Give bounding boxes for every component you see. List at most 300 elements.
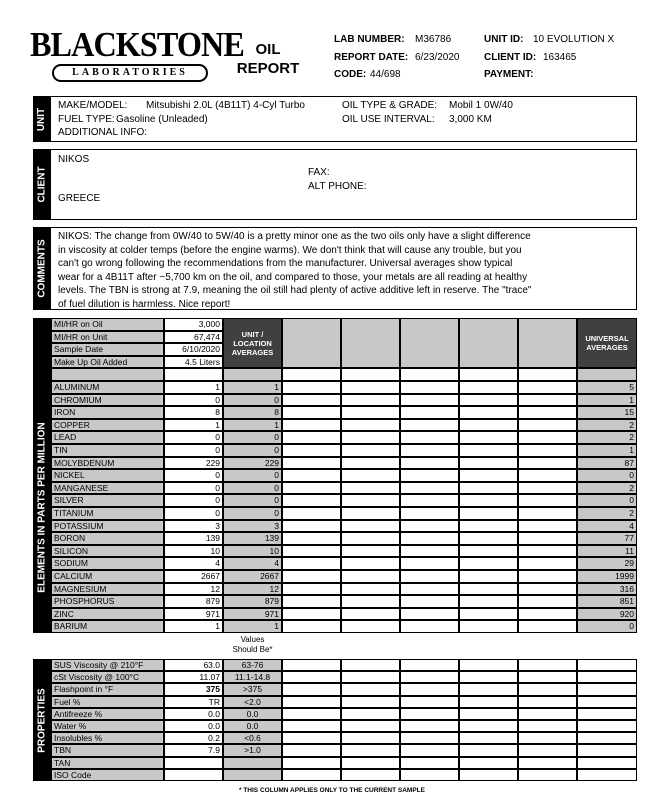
property-should-be: <2.0 — [223, 696, 282, 708]
sample-side-block — [33, 318, 51, 381]
empty-cell — [282, 381, 341, 394]
sample-info-label: MI/HR on Unit — [51, 331, 164, 344]
empty-cell — [459, 507, 518, 520]
empty-cell — [341, 532, 400, 545]
element-value: 0 — [164, 394, 223, 407]
element-value: 139 — [164, 532, 223, 545]
empty-cell — [459, 595, 518, 608]
spacer-cell — [51, 368, 164, 381]
property-name: Water % — [51, 720, 164, 732]
empty-cell — [518, 419, 577, 432]
should-be-header: Values Should Be* — [232, 635, 273, 654]
empty-cell — [400, 381, 459, 394]
element-universal-average: 0 — [577, 620, 637, 633]
element-value: 229 — [164, 457, 223, 470]
empty-cell — [459, 683, 518, 695]
element-value: 879 — [164, 595, 223, 608]
empty-cell — [518, 659, 577, 671]
comments-text — [58, 230, 531, 311]
empty-cell — [577, 769, 637, 781]
empty-cell — [459, 608, 518, 621]
empty-cell — [459, 720, 518, 732]
empty-cell — [400, 671, 459, 683]
empty-cell — [400, 394, 459, 407]
empty-cell — [400, 720, 459, 732]
element-value: 2667 — [164, 570, 223, 583]
element-value: 10 — [164, 545, 223, 558]
empty-cell — [341, 595, 400, 608]
element-universal-average: 851 — [577, 595, 637, 608]
empty-cell — [518, 545, 577, 558]
empty-cell — [400, 708, 459, 720]
empty-cell — [518, 406, 577, 419]
property-name: cSt Viscosity @ 100°C — [51, 671, 164, 683]
property-should-be: >1.0 — [223, 744, 282, 756]
empty-cell — [282, 557, 341, 570]
empty-cell — [459, 557, 518, 570]
empty-cell — [341, 394, 400, 407]
element-unit-average: 879 — [223, 595, 282, 608]
empty-cell — [459, 381, 518, 394]
element-value: 12 — [164, 583, 223, 596]
empty-cell — [518, 683, 577, 695]
element-unit-average: 4 — [223, 557, 282, 570]
empty-cell — [459, 394, 518, 407]
empty-cell — [459, 532, 518, 545]
element-unit-average: 0 — [223, 394, 282, 407]
empty-cell — [400, 444, 459, 457]
empty-cell — [518, 469, 577, 482]
element-universal-average: 2 — [577, 431, 637, 444]
oil-type-label: OIL TYPE & GRADE: — [342, 100, 438, 111]
property-name: Flashpoint in °F — [51, 683, 164, 695]
empty-header-cell — [459, 318, 518, 368]
empty-header-cell — [400, 318, 459, 368]
empty-cell — [282, 696, 341, 708]
empty-cell — [341, 457, 400, 470]
element-value: 0 — [164, 469, 223, 482]
client-side-label: CLIENT — [33, 149, 51, 220]
empty-cell — [341, 557, 400, 570]
empty-cell — [518, 532, 577, 545]
comment-line: can't go wrong following the recommendations from the manufacturer. Universal averages show typical — [58, 258, 513, 269]
element-value: 1 — [164, 620, 223, 633]
empty-header-cell — [282, 318, 341, 368]
property-name: ISO Code — [51, 769, 164, 781]
sample-info-value: 6/10/2020 — [164, 343, 223, 356]
property-name: Insolubles % — [51, 732, 164, 744]
empty-cell — [518, 620, 577, 633]
empty-cell — [282, 444, 341, 457]
property-value: 375 — [164, 683, 223, 695]
empty-cell — [459, 494, 518, 507]
make-value: Mitsubishi 2.0L (4B11T) 4-Cyl Turbo — [146, 100, 305, 111]
property-name: TAN — [51, 757, 164, 769]
element-name: MOLYBDENUM — [51, 457, 164, 470]
element-name: SILVER — [51, 494, 164, 507]
empty-cell — [341, 520, 400, 533]
empty-cell — [341, 720, 400, 732]
empty-cell — [459, 732, 518, 744]
element-name: ZINC — [51, 608, 164, 621]
element-name: LEAD — [51, 431, 164, 444]
empty-cell — [400, 406, 459, 419]
empty-cell — [459, 457, 518, 470]
empty-cell — [341, 431, 400, 444]
element-value: 3 — [164, 520, 223, 533]
blackstone-logo — [30, 25, 244, 88]
element-unit-average: 12 — [223, 583, 282, 596]
property-value — [164, 769, 223, 781]
property-value — [164, 757, 223, 769]
property-should-be: >375 — [223, 683, 282, 695]
property-value: TR — [164, 696, 223, 708]
fax-label: FAX: — [308, 167, 330, 178]
empty-cell — [282, 406, 341, 419]
spacer-cell — [577, 368, 637, 381]
empty-cell — [518, 595, 577, 608]
empty-cell — [459, 444, 518, 457]
element-universal-average: 11 — [577, 545, 637, 558]
empty-cell — [282, 431, 341, 444]
property-value: 63.0 — [164, 659, 223, 671]
element-name: BORON — [51, 532, 164, 545]
element-name: CHROMIUM — [51, 394, 164, 407]
empty-cell — [400, 520, 459, 533]
empty-cell — [459, 431, 518, 444]
property-value: 0.0 — [164, 708, 223, 720]
lab-number-label: LAB NUMBER: — [334, 34, 405, 45]
empty-cell — [282, 659, 341, 671]
element-value: 0 — [164, 494, 223, 507]
element-universal-average: 77 — [577, 532, 637, 545]
element-name: PHOSPHORUS — [51, 595, 164, 608]
empty-cell — [459, 419, 518, 432]
empty-cell — [400, 532, 459, 545]
empty-cell — [282, 683, 341, 695]
empty-cell — [400, 431, 459, 444]
empty-cell — [459, 520, 518, 533]
element-name: TITANIUM — [51, 507, 164, 520]
element-unit-average: 0 — [223, 469, 282, 482]
property-should-be: 0.0 — [223, 720, 282, 732]
spacer-cell — [459, 368, 518, 381]
empty-cell — [459, 406, 518, 419]
comments-side-label: COMMENTS — [33, 227, 51, 310]
empty-cell — [400, 419, 459, 432]
empty-cell — [341, 769, 400, 781]
element-name: COPPER — [51, 419, 164, 432]
empty-cell — [282, 457, 341, 470]
logo-sub: LABORATORIES — [52, 64, 208, 82]
empty-header-cell — [518, 318, 577, 368]
empty-cell — [518, 494, 577, 507]
oil-interval-label: OIL USE INTERVAL: — [342, 114, 435, 125]
report-title: OIL REPORT — [236, 41, 300, 77]
element-name: IRON — [51, 406, 164, 419]
empty-cell — [577, 708, 637, 720]
universal-averages-header: UNIVERSAL AVERAGES — [577, 318, 637, 368]
property-should-be: 0.0 — [223, 708, 282, 720]
property-should-be: 11.1-14.8 — [223, 671, 282, 683]
element-unit-average: 0 — [223, 494, 282, 507]
empty-cell — [341, 482, 400, 495]
empty-cell — [282, 583, 341, 596]
empty-cell — [518, 381, 577, 394]
empty-cell — [341, 419, 400, 432]
empty-cell — [282, 732, 341, 744]
empty-cell — [518, 671, 577, 683]
client-name: NIKOS — [58, 154, 90, 165]
empty-cell — [400, 457, 459, 470]
element-unit-average: 971 — [223, 608, 282, 621]
empty-cell — [577, 671, 637, 683]
element-name: SILICON — [51, 545, 164, 558]
element-name: CALCIUM — [51, 570, 164, 583]
empty-cell — [282, 769, 341, 781]
empty-cell — [400, 545, 459, 558]
empty-cell — [341, 744, 400, 756]
element-universal-average: 0 — [577, 494, 637, 507]
elements-side-label: ELEMENTS IN PARTS PER MILLION — [33, 381, 51, 633]
client-country: GREECE — [58, 193, 101, 204]
element-name: SODIUM — [51, 557, 164, 570]
element-value: 8 — [164, 406, 223, 419]
empty-cell — [459, 659, 518, 671]
element-value: 0 — [164, 431, 223, 444]
empty-cell — [518, 732, 577, 744]
empty-cell — [282, 595, 341, 608]
empty-cell — [518, 570, 577, 583]
empty-cell — [400, 482, 459, 495]
empty-cell — [282, 520, 341, 533]
oil-type-value: Mobil 1 0W/40 — [449, 100, 513, 111]
unit-averages-header: UNIT / LOCATION AVERAGES — [223, 318, 282, 368]
empty-cell — [518, 520, 577, 533]
element-universal-average: 87 — [577, 457, 637, 470]
empty-cell — [400, 608, 459, 621]
empty-cell — [341, 659, 400, 671]
empty-cell — [282, 757, 341, 769]
empty-cell — [518, 744, 577, 756]
oil-interval-value: 3,000 KM — [449, 114, 492, 125]
element-universal-average: 29 — [577, 557, 637, 570]
empty-cell — [518, 394, 577, 407]
property-name: TBN — [51, 744, 164, 756]
element-unit-average: 1 — [223, 381, 282, 394]
element-universal-average: 2 — [577, 507, 637, 520]
client-id-label: CLIENT ID: — [484, 52, 537, 63]
empty-cell — [282, 419, 341, 432]
empty-cell — [459, 583, 518, 596]
empty-cell — [459, 671, 518, 683]
spacer-cell — [164, 368, 223, 381]
element-name: NICKEL — [51, 469, 164, 482]
sample-info-value: 67,474 — [164, 331, 223, 344]
empty-cell — [400, 570, 459, 583]
empty-cell — [577, 732, 637, 744]
additional-info-label: ADDITIONAL INFO: — [58, 127, 148, 138]
element-name: TIN — [51, 444, 164, 457]
comment-line: wear for a 4B11T after ~5,700 km on the oil, and compared to those, your metals are all reading at healthy — [58, 271, 528, 283]
element-universal-average: 5 — [577, 381, 637, 394]
element-unit-average: 2667 — [223, 570, 282, 583]
element-value: 1 — [164, 419, 223, 432]
element-value: 971 — [164, 608, 223, 621]
element-universal-average: 1 — [577, 444, 637, 457]
empty-cell — [518, 696, 577, 708]
empty-cell — [518, 457, 577, 470]
element-value: 1 — [164, 381, 223, 394]
comment-line: levels. The TBN is strong at 7.9, meaning the oil still had plenty of active additive left in reserve. The "trace" — [58, 285, 532, 296]
comment-line: NIKOS: The change from 0W/40 to 5W/40 is a pretty minor one as the two oils only have a slight difference — [58, 231, 531, 242]
empty-cell — [577, 744, 637, 756]
element-value: 4 — [164, 557, 223, 570]
empty-cell — [282, 482, 341, 495]
empty-cell — [282, 507, 341, 520]
empty-cell — [577, 757, 637, 769]
empty-cell — [518, 757, 577, 769]
empty-cell — [518, 608, 577, 621]
empty-cell — [459, 708, 518, 720]
empty-cell — [400, 744, 459, 756]
property-should-be — [223, 757, 282, 769]
element-universal-average: 2 — [577, 419, 637, 432]
element-universal-average: 15 — [577, 406, 637, 419]
empty-cell — [282, 744, 341, 756]
element-value: 0 — [164, 482, 223, 495]
empty-cell — [341, 696, 400, 708]
property-should-be: 63-76 — [223, 659, 282, 671]
empty-cell — [459, 620, 518, 633]
spacer-cell — [223, 368, 282, 381]
element-name: POTASSIUM — [51, 520, 164, 533]
code: 44/698 — [370, 69, 401, 80]
empty-cell — [341, 545, 400, 558]
empty-cell — [577, 720, 637, 732]
empty-cell — [282, 720, 341, 732]
empty-cell — [282, 570, 341, 583]
empty-cell — [282, 545, 341, 558]
comment-line: of fuel dilution is harmless. Nice report! — [58, 298, 231, 310]
empty-cell — [341, 732, 400, 744]
fuel-value: Gasoline (Unleaded) — [116, 114, 208, 125]
element-name: MAGNESIUM — [51, 583, 164, 596]
element-value: 0 — [164, 444, 223, 457]
empty-cell — [518, 769, 577, 781]
element-universal-average: 1 — [577, 394, 637, 407]
empty-cell — [400, 557, 459, 570]
empty-cell — [282, 671, 341, 683]
property-value: 7.9 — [164, 744, 223, 756]
empty-cell — [518, 431, 577, 444]
sample-info-label: MI/HR on Oil — [51, 318, 164, 331]
element-universal-average: 316 — [577, 583, 637, 596]
empty-cell — [282, 469, 341, 482]
empty-cell — [518, 557, 577, 570]
spacer-cell — [400, 368, 459, 381]
spacer-cell — [518, 368, 577, 381]
empty-cell — [341, 620, 400, 633]
empty-cell — [577, 683, 637, 695]
empty-cell — [400, 757, 459, 769]
empty-cell — [459, 744, 518, 756]
empty-cell — [341, 583, 400, 596]
element-unit-average: 1 — [223, 419, 282, 432]
empty-cell — [341, 683, 400, 695]
empty-cell — [459, 469, 518, 482]
empty-cell — [341, 671, 400, 683]
empty-cell — [341, 406, 400, 419]
property-should-be — [223, 769, 282, 781]
empty-cell — [400, 620, 459, 633]
element-name: BARIUM — [51, 620, 164, 633]
empty-cell — [400, 583, 459, 596]
empty-cell — [341, 494, 400, 507]
spacer-cell — [341, 368, 400, 381]
empty-cell — [341, 507, 400, 520]
empty-cell — [459, 757, 518, 769]
empty-cell — [400, 769, 459, 781]
report-date-label: REPORT DATE: — [334, 52, 409, 63]
empty-cell — [518, 583, 577, 596]
empty-cell — [400, 494, 459, 507]
property-name: Fuel % — [51, 696, 164, 708]
empty-cell — [459, 482, 518, 495]
empty-cell — [400, 507, 459, 520]
element-universal-average: 1999 — [577, 570, 637, 583]
empty-cell — [341, 444, 400, 457]
sample-info-label: Sample Date — [51, 343, 164, 356]
empty-cell — [282, 620, 341, 633]
element-universal-average: 0 — [577, 469, 637, 482]
alt-phone-label: ALT PHONE: — [308, 181, 367, 192]
element-universal-average: 920 — [577, 608, 637, 621]
sample-info-label: Make Up Oil Added — [51, 356, 164, 369]
empty-cell — [282, 608, 341, 621]
empty-cell — [282, 532, 341, 545]
code-label: CODE: — [334, 69, 367, 80]
empty-cell — [518, 444, 577, 457]
element-unit-average: 229 — [223, 457, 282, 470]
lab-number: M36786 — [415, 34, 452, 45]
empty-cell — [341, 469, 400, 482]
element-unit-average: 3 — [223, 520, 282, 533]
empty-cell — [459, 570, 518, 583]
empty-cell — [341, 381, 400, 394]
empty-cell — [459, 545, 518, 558]
element-name: ALUMINUM — [51, 381, 164, 394]
element-universal-average: 4 — [577, 520, 637, 533]
element-value: 0 — [164, 507, 223, 520]
empty-cell — [282, 494, 341, 507]
element-unit-average: 139 — [223, 532, 282, 545]
empty-cell — [282, 708, 341, 720]
empty-header-cell — [341, 318, 400, 368]
empty-cell — [341, 757, 400, 769]
property-name: SUS Viscosity @ 210°F — [51, 659, 164, 671]
client-id: 163465 — [543, 52, 577, 63]
empty-cell — [518, 482, 577, 495]
element-name: MANGANESE — [51, 482, 164, 495]
spacer-cell — [282, 368, 341, 381]
element-unit-average: 0 — [223, 507, 282, 520]
empty-cell — [341, 708, 400, 720]
empty-cell — [400, 595, 459, 608]
property-value: 0.2 — [164, 732, 223, 744]
empty-cell — [518, 720, 577, 732]
empty-cell — [400, 683, 459, 695]
